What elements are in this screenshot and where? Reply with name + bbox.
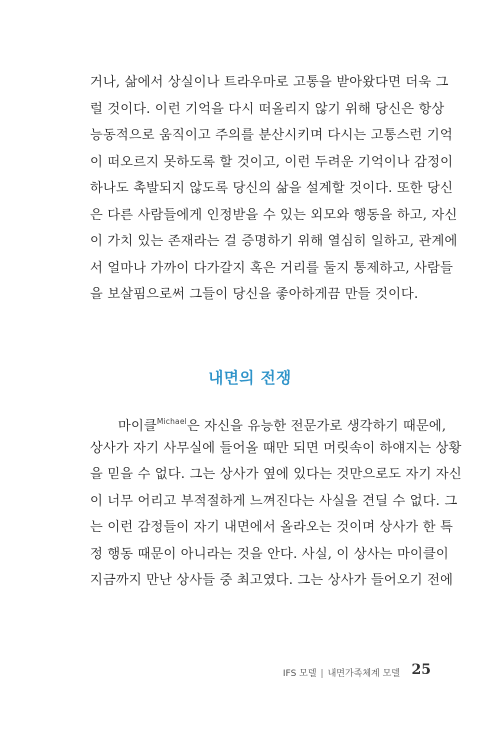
text-line: 은 다른 사람들에게 인정받을 수 있는 외모와 행동을 하고, 자신	[90, 207, 458, 223]
paragraph-1	[90, 70, 458, 309]
text-line: 하나도 촉발되지 않도록 당신의 삶을 설계할 것이다. 또한 당신	[90, 181, 454, 196]
running-footer	[283, 666, 400, 679]
text-line: 능동적으로 움직이고 주의를 분산시키며 다시는 고통스런 기억	[90, 128, 453, 143]
text-line: 지금까지 만난 상사들 중 최고였다. 그는 상사가 들어오기 전에	[90, 573, 454, 588]
text-line: 서 얼마나 가까이 다가갈지 혹은 거리를 둘지 통제하고, 사람들	[90, 260, 454, 276]
page-footer	[0, 662, 500, 682]
text-line: 상사가 자기 사무실에 들어올 때만 되면 머릿속이 하얘지는 상황	[90, 440, 462, 456]
footer-separator: |	[320, 669, 324, 679]
book-subtitle: 내면가족체계 모델	[327, 669, 400, 679]
text-line-first	[90, 409, 447, 436]
text-line: 이 너무 어리고 부적절하게 느껴진다는 사실을 견딜 수 없다. 그	[90, 493, 458, 509]
line-rest-text: 은 자신을 유능한 전문가로 생각하기 때문에,	[186, 419, 447, 434]
text-line: 이 가치 있는 존재라는 걸 증명하기 위해 열심히 일하고, 관계에	[90, 234, 458, 249]
section-heading: 내면의 전쟁	[208, 369, 292, 387]
page-number: 25	[411, 662, 431, 678]
text-line: 이 떠오르지 못하도록 할 것이고, 이런 두려운 기억이나 감정이	[90, 154, 454, 170]
name-superscript: Michael	[156, 417, 187, 426]
text-line: 을 보살핌으로써 그들이 당신을 좋아하게끔 만들 것이다.	[90, 287, 419, 302]
text-line: 정 행동 때문이 아니라는 것을 안다. 사실, 이 상사는 마이클이	[90, 546, 449, 562]
name-text: 마이클	[118, 419, 157, 434]
text-line: 거나, 삶에서 상실이나 트라우마로 고통을 받아왔다면 더욱 그	[90, 75, 449, 90]
text-line: 을 믿을 수 없다. 그는 상사가 옆에 있다는 것만으로도 자기 자신	[90, 467, 462, 482]
paragraph-2	[90, 409, 462, 595]
text-line: 는 이런 감정들이 자기 내면에서 올라오는 것이며 상사가 한 특	[90, 520, 454, 535]
text-line: 럴 것이다. 이런 기억을 다시 떠올리지 않기 위해 당신은 항상	[90, 101, 445, 117]
book-title: IFS 모델	[282, 669, 317, 679]
